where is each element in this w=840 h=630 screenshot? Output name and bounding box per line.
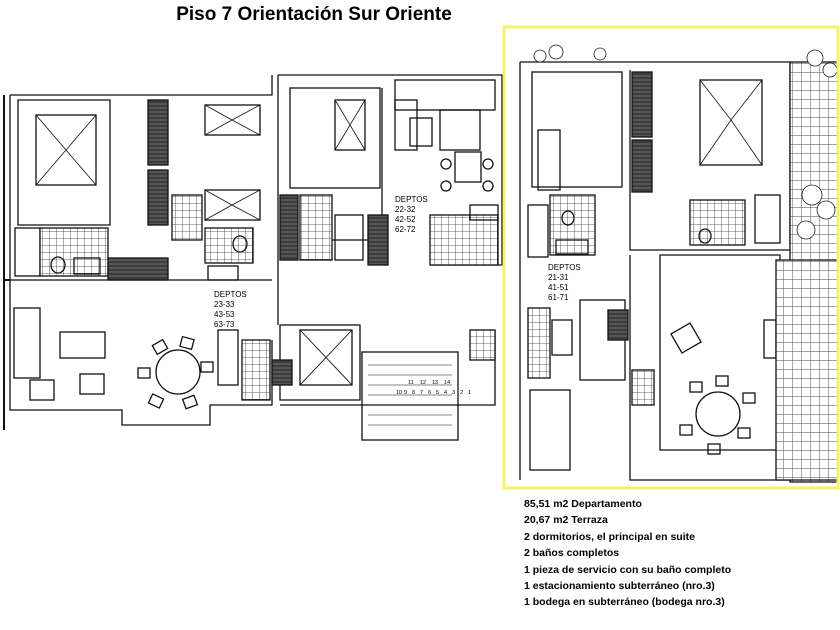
- svg-text:43-53: 43-53: [214, 310, 235, 319]
- feature-item: 1 pieza de servicio con su baño completo: [524, 563, 732, 576]
- svg-text:62-72: 62-72: [395, 225, 416, 234]
- svg-text:23-33: 23-33: [214, 300, 235, 309]
- features-list: [524, 496, 731, 611]
- svg-text:7: 7: [420, 390, 424, 396]
- left-unit-top-wall: [10, 75, 272, 95]
- right-master-bed: [700, 80, 762, 165]
- svg-text:10: 10: [396, 390, 403, 396]
- feature-item: 85,51 m2 Departamento: [524, 498, 642, 510]
- svg-text:11: 11: [408, 380, 414, 386]
- svg-text:DEPTOS: DEPTOS: [395, 195, 428, 204]
- svg-text:8: 8: [412, 390, 416, 396]
- feature-item: 20,67 m2 Terraza: [524, 514, 608, 527]
- svg-text:61-71: 61-71: [548, 293, 569, 302]
- left-dining-table: [156, 350, 200, 394]
- svg-text:42-52: 42-52: [395, 215, 416, 224]
- stair-numbers: [396, 380, 471, 396]
- right-dining-table: [696, 392, 740, 436]
- svg-text:22-32: 22-32: [395, 205, 416, 214]
- left-coffee-table: [60, 332, 105, 358]
- feature-item: 2 dormitorios, el principal en suite: [524, 530, 695, 543]
- svg-text:3: 3: [452, 390, 456, 396]
- feature-item: 2 baños completos: [524, 547, 620, 560]
- svg-text:21-31: 21-31: [548, 273, 569, 282]
- svg-text:6: 6: [428, 390, 432, 396]
- svg-text:9: 9: [404, 390, 408, 396]
- svg-text:63-73: 63-73: [214, 320, 235, 329]
- depto-label-left: [214, 290, 247, 329]
- depto-label-right: [548, 263, 581, 302]
- svg-text:14: 14: [444, 380, 451, 386]
- svg-text:4: 4: [444, 390, 448, 396]
- depto-label-center: [395, 195, 428, 234]
- svg-text:2: 2: [460, 390, 464, 396]
- plan-title: Piso 7 Orientación Sur Oriente: [176, 4, 452, 25]
- svg-text:1: 1: [468, 390, 472, 396]
- svg-text:5: 5: [436, 390, 440, 396]
- left-sofa: [14, 308, 40, 378]
- right-living-room: [660, 255, 780, 450]
- svg-text:DEPTOS: DEPTOS: [214, 290, 247, 299]
- feature-item: 1 bodega en subterráneo (bodega nro.3): [524, 596, 725, 609]
- svg-text:12: 12: [420, 380, 427, 386]
- svg-text:13: 13: [432, 380, 439, 386]
- svg-text:DEPTOS: DEPTOS: [548, 263, 581, 272]
- left-closet-1: [148, 100, 168, 165]
- svg-text:41-51: 41-51: [548, 283, 569, 292]
- feature-item: 1 estacionamiento subterráneo (nro.3): [524, 580, 715, 593]
